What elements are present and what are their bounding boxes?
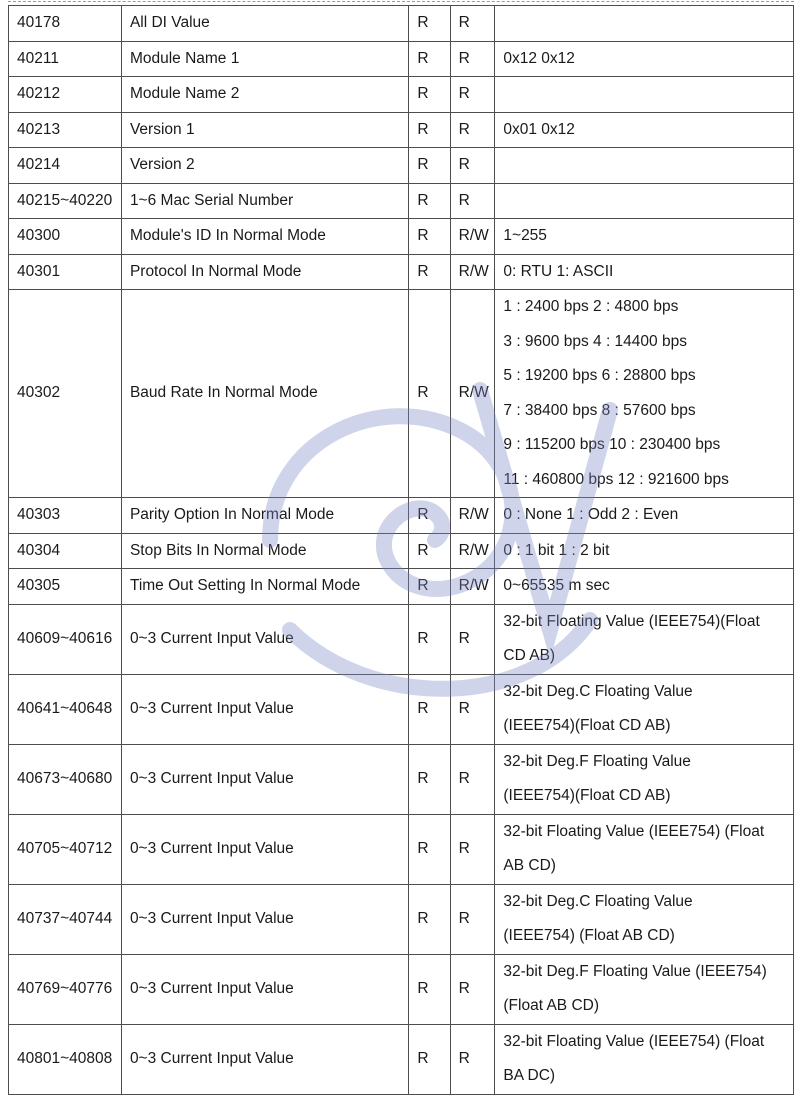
access-mode-cell: R — [450, 112, 495, 148]
access-mode-cell: R — [450, 1024, 495, 1094]
description-line: 7 : 38400 bps 8 : 57600 bps — [503, 401, 696, 419]
description-line: 0: RTU 1: ASCII — [503, 262, 614, 280]
access-type-cell: R — [409, 954, 450, 1024]
register-description-cell — [495, 533, 794, 569]
register-name-cell: 0~3 Current Input Value — [121, 884, 408, 954]
description-line: 1 : 2400 bps 2 : 4800 bps — [503, 298, 679, 315]
access-type-cell: R — [409, 498, 450, 534]
access-type-cell: R — [409, 744, 450, 814]
access-type-cell: R — [409, 148, 450, 184]
access-type-cell: R — [409, 814, 450, 884]
register-name-cell: All DI Value — [121, 6, 408, 42]
description-line: 3 : 9600 bps 4 : 14400 bps — [503, 332, 687, 350]
register-description-cell — [495, 954, 794, 1024]
table-row — [9, 954, 794, 1024]
access-mode-cell: R/W — [450, 254, 495, 290]
table-row — [9, 744, 794, 814]
register-name-cell: Module's ID In Normal Mode — [121, 219, 408, 255]
description-line: BA DC) — [503, 1067, 556, 1084]
register-description-cell — [495, 77, 794, 113]
register-description-cell — [495, 744, 794, 814]
description-line: 32-bit Deg.C Floating Value — [503, 682, 693, 700]
access-type-cell: R — [409, 533, 450, 569]
table-row — [9, 884, 794, 954]
register-description-cell — [495, 290, 794, 498]
description-line: 0x12 0x12 — [503, 49, 575, 67]
register-name-cell: Baud Rate In Normal Mode — [121, 290, 408, 498]
register-address-cell: 40705~40712 — [9, 814, 122, 884]
register-name-cell: Version 2 — [121, 148, 408, 184]
table-row — [9, 604, 794, 674]
register-name-cell: 0~3 Current Input Value — [121, 954, 408, 1024]
register-description-cell — [495, 6, 794, 42]
description-line: (IEEE754)(Float CD AB) — [503, 717, 671, 734]
register-description-cell — [495, 1024, 794, 1094]
access-type-cell: R — [409, 569, 450, 605]
table-row — [9, 219, 794, 255]
register-name-cell: 0~3 Current Input Value — [121, 814, 408, 884]
register-name-cell: Module Name 1 — [121, 41, 408, 77]
access-type-cell: R — [409, 604, 450, 674]
description-line: 0~65535 m sec — [503, 577, 610, 594]
register-description-cell — [495, 674, 794, 744]
register-description-cell — [495, 219, 794, 255]
description-line: (Float AB CD) — [503, 997, 599, 1014]
register-name-cell: 1~6 Mac Serial Number — [121, 183, 408, 219]
register-address-cell: 40641~40648 — [9, 674, 122, 744]
register-description-cell — [495, 41, 794, 77]
register-address-cell: 40214 — [9, 148, 122, 184]
access-mode-cell: R — [450, 884, 495, 954]
description-line: 5 : 19200 bps 6 : 28800 bps — [503, 367, 696, 384]
table-row — [9, 112, 794, 148]
register-name-cell: Module Name 2 — [121, 77, 408, 113]
description-line: 0 : 1 bit 1 : 2 bit — [503, 541, 610, 559]
register-address-cell: 40304 — [9, 533, 122, 569]
register-address-cell: 40737~40744 — [9, 884, 122, 954]
access-mode-cell: R — [450, 814, 495, 884]
description-line: 32-bit Floating Value (IEEE754)(Float — [503, 612, 760, 630]
access-mode-cell: R — [450, 183, 495, 219]
register-address-cell: 40215~40220 — [9, 183, 122, 219]
register-table-body — [9, 6, 794, 1095]
table-row — [9, 569, 794, 605]
description-line: 32-bit Deg.F Floating Value (IEEE754) — [503, 962, 767, 980]
register-description-cell — [495, 814, 794, 884]
register-name-cell: 0~3 Current Input Value — [121, 1024, 408, 1094]
description-line: 9 : 115200 bps 10 : 230400 bps — [503, 436, 721, 453]
access-type-cell: R — [409, 254, 450, 290]
access-mode-cell: R/W — [450, 219, 495, 255]
register-name-cell: Parity Option In Normal Mode — [121, 498, 408, 534]
description-line: 32-bit Floating Value (IEEE754) (Float — [503, 1032, 765, 1050]
access-mode-cell: R — [450, 148, 495, 184]
access-type-cell: R — [409, 41, 450, 77]
access-mode-cell: R — [450, 41, 495, 77]
register-address-cell: 40609~40616 — [9, 604, 122, 674]
description-line: 32-bit Floating Value (IEEE754) (Float — [503, 822, 765, 840]
access-mode-cell: R/W — [450, 569, 495, 605]
register-description-cell — [495, 498, 794, 534]
register-address-cell: 40303 — [9, 498, 122, 534]
access-type-cell: R — [409, 6, 450, 42]
register-name-cell: Version 1 — [121, 112, 408, 148]
register-name-cell: 0~3 Current Input Value — [121, 674, 408, 744]
access-type-cell: R — [409, 112, 450, 148]
access-mode-cell: R — [450, 954, 495, 1024]
register-address-cell: 40301 — [9, 254, 122, 290]
table-row — [9, 814, 794, 884]
table-row — [9, 148, 794, 184]
description-line: 11 : 460800 bps 12 : 921600 bps — [503, 470, 729, 488]
access-type-cell: R — [409, 290, 450, 498]
register-address-cell: 40801~40808 — [9, 1024, 122, 1094]
description-line: 0 : None 1 : Odd 2 : Even — [503, 506, 679, 523]
register-address-cell: 40673~40680 — [9, 744, 122, 814]
table-row — [9, 6, 794, 42]
table-row — [9, 41, 794, 77]
register-address-cell: 40300 — [9, 219, 122, 255]
register-address-cell: 40178 — [9, 6, 122, 42]
access-mode-cell: R — [450, 604, 495, 674]
description-line: 0x01 0x12 — [503, 120, 575, 138]
table-row — [9, 290, 794, 498]
register-description-cell — [495, 569, 794, 605]
access-type-cell: R — [409, 1024, 450, 1094]
access-mode-cell: R/W — [450, 533, 495, 569]
access-type-cell: R — [409, 884, 450, 954]
description-line: 32-bit Deg.F Floating Value — [503, 752, 691, 770]
access-mode-cell: R/W — [450, 498, 495, 534]
register-name-cell: 0~3 Current Input Value — [121, 604, 408, 674]
register-address-cell: 40212 — [9, 77, 122, 113]
access-mode-cell: R — [450, 674, 495, 744]
access-type-cell: R — [409, 219, 450, 255]
description-line: 1~255 — [503, 227, 547, 244]
register-description-cell — [495, 112, 794, 148]
description-line: CD AB) — [503, 647, 556, 664]
access-mode-cell: R — [450, 6, 495, 42]
register-description-cell — [495, 148, 794, 184]
access-type-cell: R — [409, 674, 450, 744]
table-row — [9, 533, 794, 569]
register-address-cell: 40769~40776 — [9, 954, 122, 1024]
access-type-cell: R — [409, 77, 450, 113]
register-description-cell — [495, 254, 794, 290]
table-row — [9, 183, 794, 219]
register-table — [8, 5, 794, 1095]
register-description-cell — [495, 604, 794, 674]
register-description-cell — [495, 884, 794, 954]
description-line: (IEEE754) (Float AB CD) — [503, 927, 675, 944]
description-line: (IEEE754)(Float CD AB) — [503, 787, 671, 804]
register-name-cell: Time Out Setting In Normal Mode — [121, 569, 408, 605]
register-address-cell: 40305 — [9, 569, 122, 605]
register-name-cell: Stop Bits In Normal Mode — [121, 533, 408, 569]
register-address-cell: 40211 — [9, 41, 122, 77]
description-line: AB CD) — [503, 857, 556, 874]
table-row — [9, 498, 794, 534]
table-row — [9, 1024, 794, 1094]
access-mode-cell: R — [450, 77, 495, 113]
description-line: 32-bit Deg.C Floating Value — [503, 892, 693, 910]
access-mode-cell: R/W — [450, 290, 495, 498]
register-description-cell — [495, 183, 794, 219]
access-mode-cell: R — [450, 744, 495, 814]
register-name-cell: 0~3 Current Input Value — [121, 744, 408, 814]
register-address-cell: 40213 — [9, 112, 122, 148]
table-row — [9, 254, 794, 290]
register-name-cell: Protocol In Normal Mode — [121, 254, 408, 290]
page-top-rule — [8, 1, 794, 2]
table-row — [9, 77, 794, 113]
table-row — [9, 674, 794, 744]
access-type-cell: R — [409, 183, 450, 219]
register-address-cell: 40302 — [9, 290, 122, 498]
